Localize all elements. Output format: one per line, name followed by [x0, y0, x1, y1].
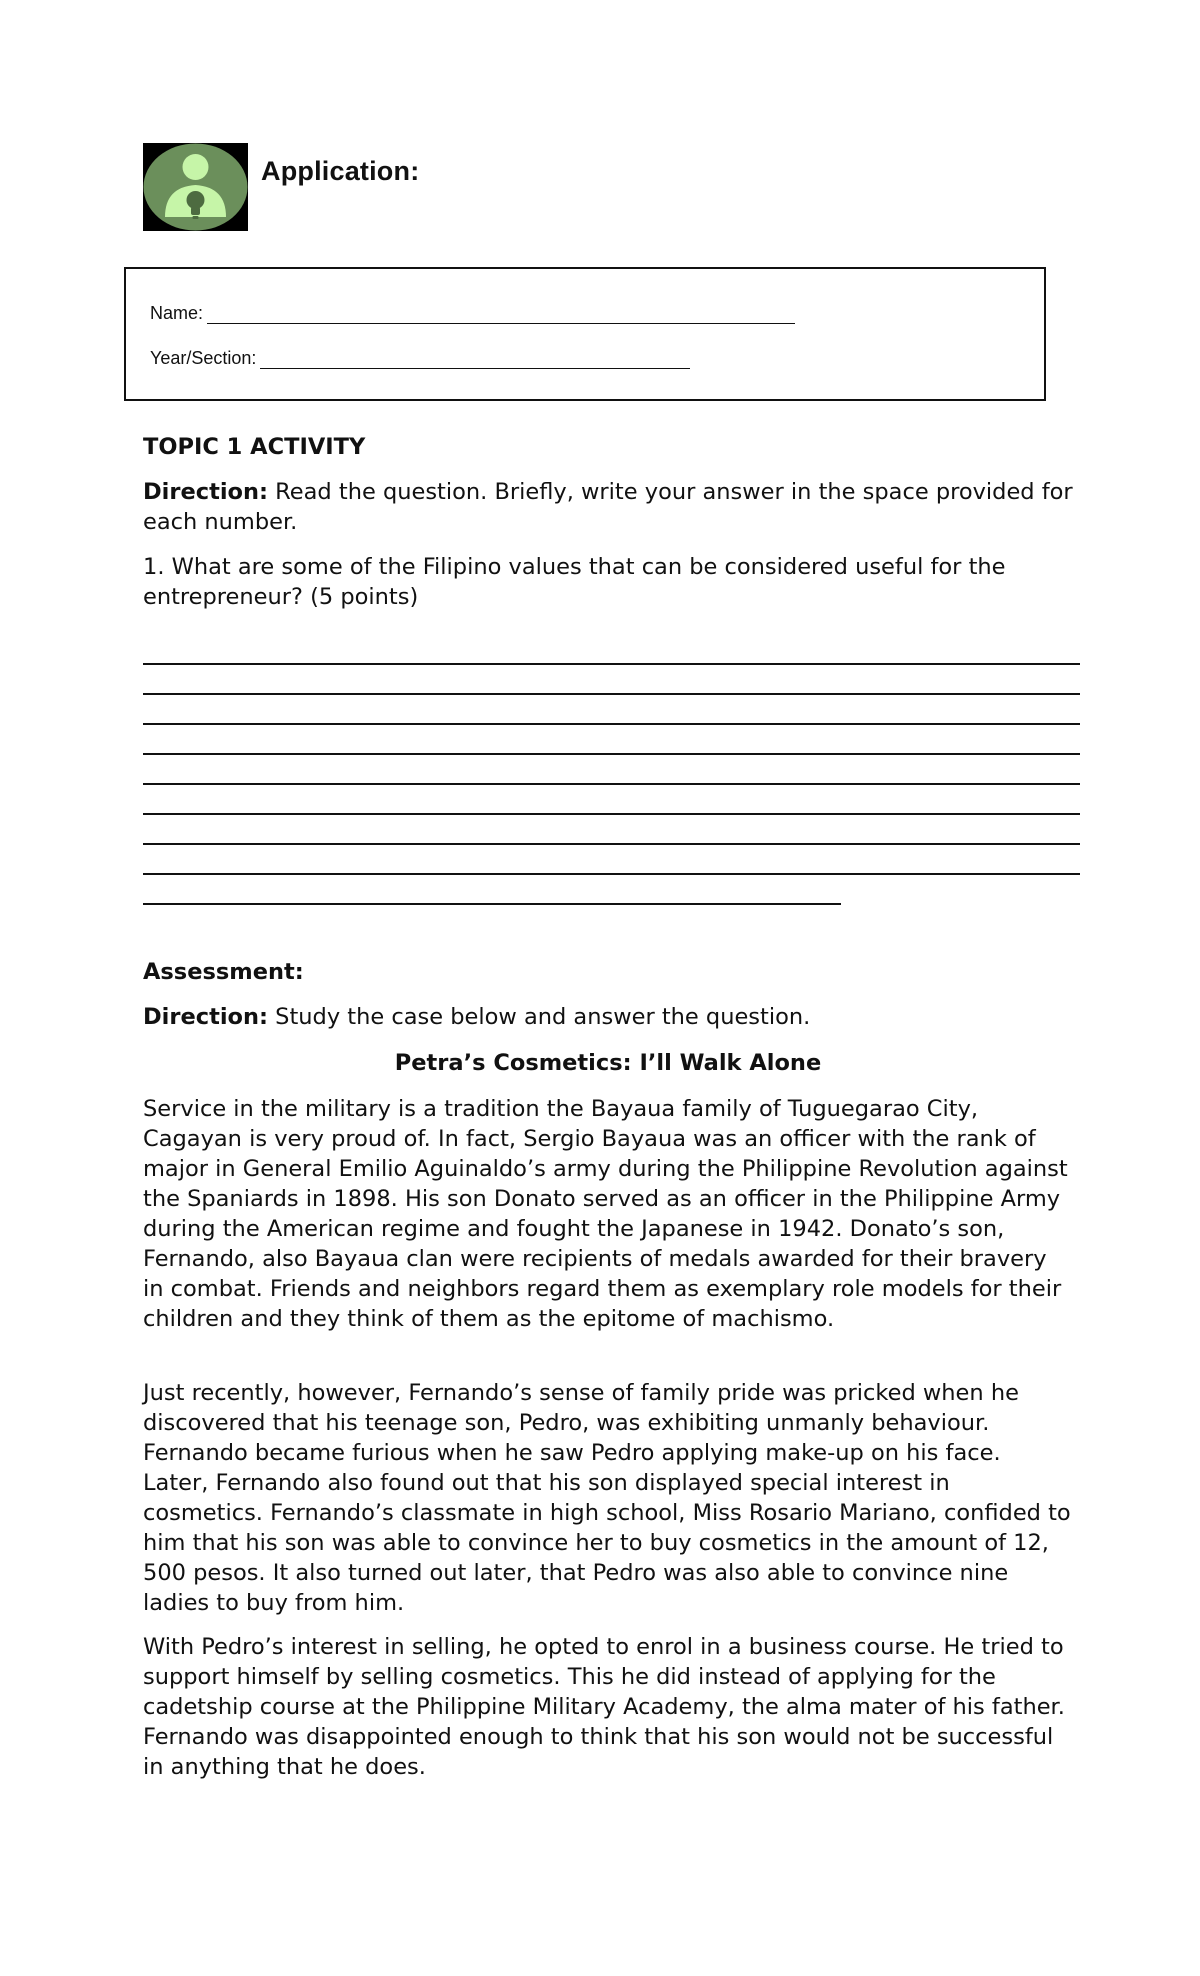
case-paragraph: With Pedro’s interest in selling, he opted to enrol in a business course. He tried to support himself by selling cosmetics. This he did instead of applying for the cadetship course at the Philippine Military Academy, the alma mater of his father. Fernando was disappointed enough to think that his son would not be successful in anything that he does.	[143, 1634, 1065, 1780]
question-1: 1. What are some of the Filipino values that can be considered useful for the entrepreneur? (5 points)	[143, 554, 1006, 610]
direction-label: Direction:	[143, 479, 269, 505]
direction-text: Read the question. Briefly, write your answer in the space provided for each number.	[143, 479, 1073, 535]
case-paragraph: Just recently, however, Fernando’s sense of family pride was pricked when he discovered that his teenage son, Pedro, was exhibiting unmanly behaviour. Fernando became furious when he saw Pedro applying make-up on his face. Later, Fernando also found out that his son displayed special interest in cosmetics. Fernando’s classmate in high school, Miss Rosario Mariano, confided to him that his son was able to convince her to buy cosmetics in the amount of 12, 500 pesos. It also turned out later, that Pedro was also able to convince nine ladies to buy from him.	[143, 1380, 1071, 1616]
name-label: Name:	[150, 303, 204, 323]
year-section-field[interactable]	[150, 348, 690, 369]
answer-line[interactable]	[143, 903, 841, 905]
answer-line[interactable]	[143, 723, 1080, 725]
direction-label: Direction:	[143, 1004, 269, 1030]
answer-line[interactable]	[143, 873, 1080, 875]
answer-line[interactable]	[143, 663, 1080, 665]
year-section-label: Year/Section:	[150, 348, 257, 368]
direction-text: Study the case below and answer the question.	[268, 1004, 811, 1030]
answer-line[interactable]	[143, 693, 1080, 695]
assessment-heading: Assessment:	[143, 959, 304, 985]
name-field[interactable]	[150, 303, 795, 324]
case-paragraph: Service in the military is a tradition the Bayaua family of Tuguegarao City, Cagayan is very proud of. In fact, Sergio Bayaua was an officer with the rank of major in General Emilio Aguinaldo’s army during the Philippine Revolution against the Spaniards in 1898. His son Donato served as an officer in the Philippine Army during the American regime and fought the Japanese in 1942. Donato’s son, Fernando, also Bayaua clan were recipients of medals awarded for their bravery in combat. Friends and neighbors regard them as exemplary role models for their children and they think of them as the epitome of machismo.	[143, 1096, 1068, 1332]
name-blank-line[interactable]	[207, 307, 795, 324]
activity-direction	[143, 477, 1073, 537]
answer-line[interactable]	[143, 843, 1080, 845]
case-title: Petra’s Cosmetics: I’ll Walk Alone	[394, 1050, 822, 1076]
answer-line[interactable]	[143, 813, 1080, 815]
answer-line[interactable]	[143, 753, 1080, 755]
section-title-application: Application:	[261, 156, 420, 186]
year-section-blank-line[interactable]	[260, 352, 690, 369]
assessment-direction	[143, 1002, 1073, 1032]
answer-line[interactable]	[143, 783, 1080, 785]
activity-heading: TOPIC 1 ACTIVITY	[143, 434, 366, 460]
person-lightbulb-icon	[143, 143, 248, 231]
student-info-box	[124, 267, 1046, 401]
